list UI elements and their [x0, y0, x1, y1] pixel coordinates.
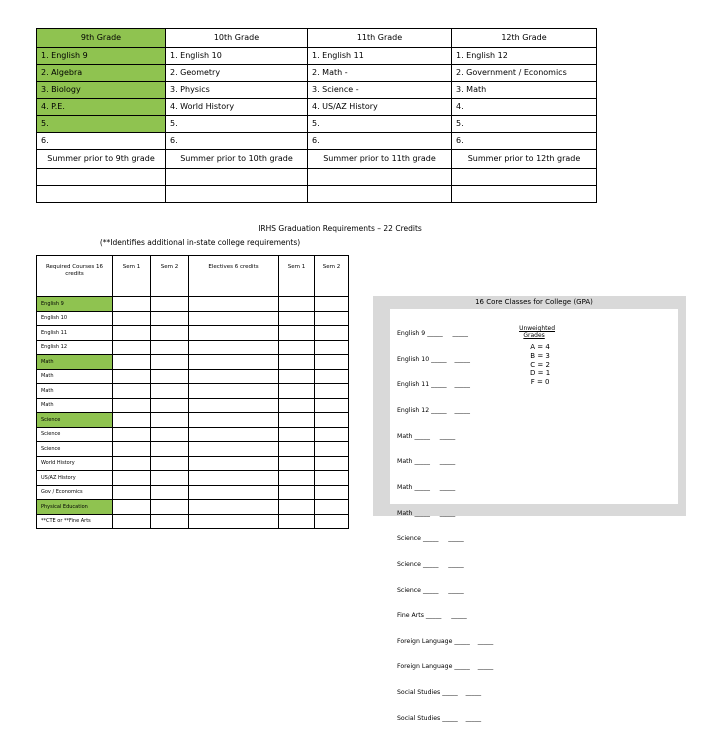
- course-cell: English 9: [37, 297, 113, 312]
- plan-cell: [37, 186, 166, 203]
- plan-cell: [452, 169, 597, 186]
- course-cell: English 11: [37, 326, 113, 341]
- plan-cell: [308, 186, 452, 203]
- plan-cell: 3. Physics: [166, 82, 308, 99]
- gpa-line: Foreign Language _____ _____: [397, 637, 494, 645]
- grade-value: B = 3: [530, 351, 550, 360]
- gpa-line: Social Studies _____ _____: [397, 689, 482, 697]
- course-cell: Science: [37, 413, 113, 428]
- plan-cell: 2. Geometry: [166, 65, 308, 82]
- requirements-title: IRHS Graduation Requirements – 22 Credits: [258, 224, 422, 233]
- grade-value: C = 2: [530, 360, 550, 369]
- credit-tracker: [36, 255, 349, 529]
- elective-sem1-header: Sem 1: [279, 256, 315, 297]
- plan-cell: 5.: [308, 116, 452, 133]
- electives-header: Electives 6 credits: [189, 256, 279, 297]
- plan-cell: 1. English 11: [308, 48, 452, 65]
- course-cell: English 10: [37, 311, 113, 326]
- plan-cell: 2. Math -: [308, 65, 452, 82]
- summer-label: Summer prior to 9th grade: [37, 150, 166, 169]
- plan-cell: 1. English 9: [37, 48, 166, 65]
- gpa-line: English 10 _____ _____: [397, 355, 470, 363]
- course-cell: Gov / Economics: [37, 485, 113, 500]
- course-cell: US/AZ History: [37, 471, 113, 486]
- gpa-line: Math _____ _____: [397, 483, 456, 491]
- plan-cell: 1. English 10: [166, 48, 308, 65]
- plan-cell: 3. Math: [452, 82, 597, 99]
- grade-value: A = 4: [530, 343, 550, 351]
- gpa-line: English 12 _____ _____: [397, 407, 470, 415]
- plan-cell: 5.: [37, 116, 166, 133]
- gpa-line: Social Studies _____ _____: [397, 714, 482, 722]
- plan-cell: 6.: [452, 133, 597, 150]
- summer-label: Summer prior to 10th grade: [166, 150, 308, 169]
- summer-label: Summer prior to 11th grade: [308, 150, 452, 169]
- requirements-subtitle: (**Identifies additional in-state college requirements): [99, 238, 301, 247]
- course-cell: Math: [37, 398, 113, 413]
- course-cell: English 12: [37, 340, 113, 355]
- plan-cell: 4. P.E.: [37, 99, 166, 116]
- gpa-line: Foreign Language _____ _____: [397, 663, 494, 671]
- gpa-title: 16 Core Classes for College (GPA): [475, 298, 593, 306]
- grade-12-header: 12th Grade: [452, 29, 597, 48]
- course-cell: Science: [37, 442, 113, 457]
- four-year-plan: [36, 28, 597, 203]
- plan-cell: [308, 169, 452, 186]
- gpa-line: Science _____ _____: [397, 535, 464, 543]
- course-cell: **CTE or **Fine Arts: [37, 514, 113, 529]
- gpa-line: Fine Arts _____ _____: [397, 612, 467, 620]
- sem1-header: Sem 1: [113, 256, 151, 297]
- elective-sem2-header: Sem 2: [315, 256, 349, 297]
- plan-cell: [37, 169, 166, 186]
- plan-cell: 6.: [308, 133, 452, 150]
- gpa-line: Math _____ _____: [397, 509, 456, 517]
- plan-cell: 3. Science -: [308, 82, 452, 99]
- plan-cell: 6.: [166, 133, 308, 150]
- gpa-line: Science _____ _____: [397, 586, 464, 594]
- gpa-line: Science _____ _____: [397, 560, 464, 568]
- plan-cell: 4. US/AZ History: [308, 99, 452, 116]
- grade-11-header: 11th Grade: [308, 29, 452, 48]
- gpa-line: English 9 _____ _____: [397, 330, 468, 338]
- grade-value: F = 0: [530, 378, 550, 387]
- plan-cell: 4.: [452, 99, 597, 116]
- plan-cell: [166, 169, 308, 186]
- grade-scale-label: Unweighted Grades: [519, 325, 556, 339]
- gpa-line: Math _____ _____: [397, 432, 456, 440]
- plan-cell: 4. World History: [166, 99, 308, 116]
- grade-10-header: 10th Grade: [166, 29, 308, 48]
- plan-cell: 2. Government / Economics: [452, 65, 597, 82]
- plan-cell: 1. English 12: [452, 48, 597, 65]
- plan-cell: 2. Algebra: [37, 65, 166, 82]
- course-cell: Math: [37, 384, 113, 399]
- course-cell: Physical Education: [37, 500, 113, 515]
- grade-9-header: 9th Grade: [37, 29, 166, 48]
- course-cell: Math: [37, 369, 113, 384]
- plan-cell: 5.: [452, 116, 597, 133]
- gpa-line: English 11 _____ _____: [397, 381, 470, 389]
- sem2-header: Sem 2: [151, 256, 189, 297]
- plan-cell: [452, 186, 597, 203]
- course-cell: Science: [37, 427, 113, 442]
- course-cell: Math: [37, 355, 113, 370]
- summer-label: Summer prior to 12th grade: [452, 150, 597, 169]
- required-courses-header: Required Courses 16 credits: [37, 256, 113, 297]
- gpa-line: Math _____ _____: [397, 458, 456, 466]
- plan-cell: [166, 186, 308, 203]
- plan-cell: 3. Biology: [37, 82, 166, 99]
- gpa-course-list: [397, 313, 493, 732]
- grade-value: D = 1: [530, 369, 551, 378]
- course-cell: World History: [37, 456, 113, 471]
- plan-cell: 6.: [37, 133, 166, 150]
- grade-scale: [518, 325, 556, 387]
- plan-cell: 5.: [166, 116, 308, 133]
